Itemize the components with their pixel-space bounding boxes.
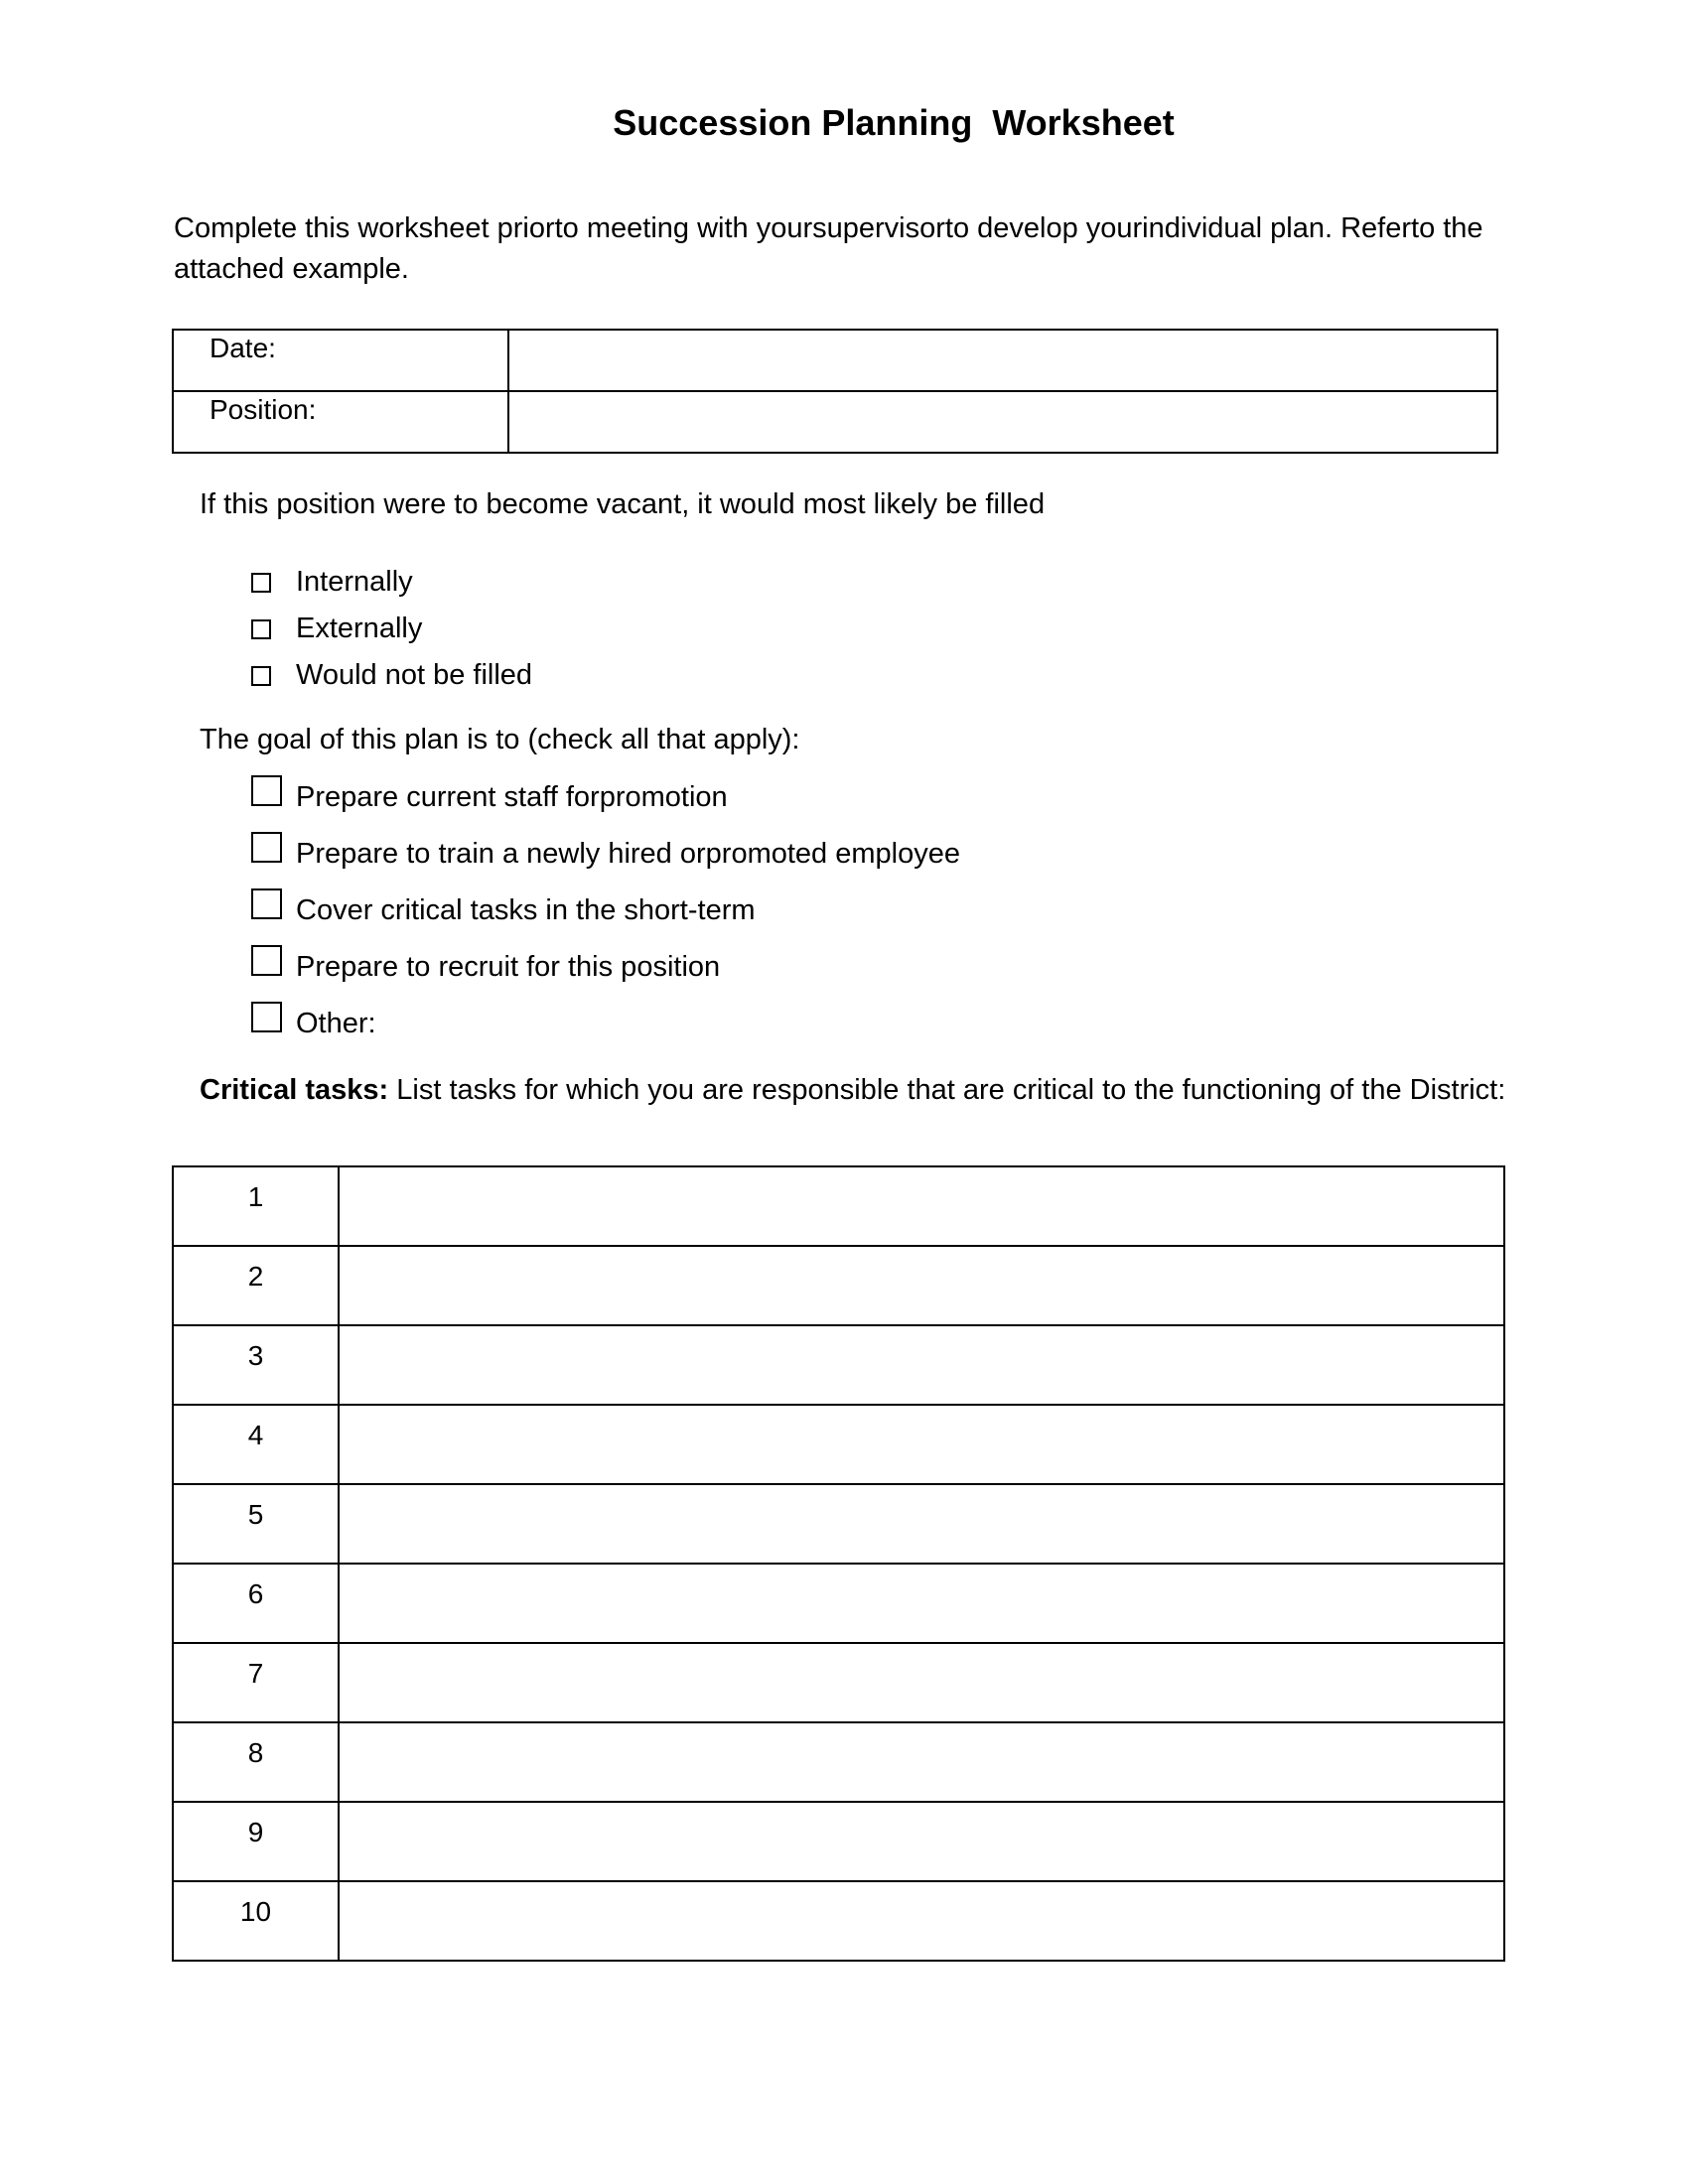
goal-question: The goal of this plan is to (check all that apply):: [200, 724, 800, 755]
checkbox-other[interactable]: [251, 1002, 282, 1032]
row-number: 4: [173, 1405, 339, 1484]
goal-option-train-new: [251, 832, 960, 888]
task-cell[interactable]: [339, 1166, 1504, 1246]
row-number: 1: [173, 1166, 339, 1246]
table-row: [173, 1643, 1504, 1722]
goal-options: [251, 775, 960, 1058]
task-cell[interactable]: [339, 1405, 1504, 1484]
page-title: Succession Planning Worksheet: [613, 102, 1175, 143]
vacancy-question: If this position were to become vacant, it would most likely be filled: [200, 488, 1046, 520]
goal-option-cover-tasks: [251, 888, 960, 945]
critical-tasks-prompt: [200, 1070, 1505, 1110]
task-cell[interactable]: [339, 1246, 1504, 1325]
task-cell[interactable]: [339, 1325, 1504, 1405]
position-field[interactable]: [508, 391, 1497, 453]
vacancy-options: [251, 559, 532, 699]
vacancy-option-not-filled: [251, 652, 532, 699]
checkbox-not-filled[interactable]: [251, 666, 271, 686]
date-label: Date:: [173, 330, 508, 391]
checkbox-externally[interactable]: [251, 619, 271, 639]
row-number: 9: [173, 1802, 339, 1881]
table-row: [173, 1881, 1504, 1961]
goal-option-other: [251, 1002, 960, 1058]
option-label: Internally: [296, 566, 413, 598]
info-row-date: [173, 330, 1497, 391]
intro-paragraph: Complete this worksheet priorto meeting with yoursupervisorto develop yourindividual plan. Referto the attached example.: [174, 212, 1483, 285]
checkbox-cover-tasks[interactable]: [251, 888, 282, 919]
date-field[interactable]: [508, 330, 1497, 391]
task-cell[interactable]: [339, 1564, 1504, 1643]
task-cell[interactable]: [339, 1643, 1504, 1722]
table-row: [173, 1405, 1504, 1484]
table-row: [173, 1802, 1504, 1881]
row-number: 7: [173, 1643, 339, 1722]
task-cell[interactable]: [339, 1802, 1504, 1881]
checkbox-train-new[interactable]: [251, 832, 282, 863]
info-table: [172, 329, 1498, 454]
table-row: [173, 1325, 1504, 1405]
checkbox-internally[interactable]: [251, 573, 271, 593]
table-row: [173, 1722, 1504, 1802]
task-cell[interactable]: [339, 1722, 1504, 1802]
checkbox-recruit[interactable]: [251, 945, 282, 976]
row-number: 5: [173, 1484, 339, 1564]
vacancy-option-externally: [251, 606, 532, 652]
row-number: 8: [173, 1722, 339, 1802]
info-row-position: [173, 391, 1497, 453]
option-label: Other:: [296, 1008, 376, 1039]
table-row: [173, 1166, 1504, 1246]
checkbox-promotion[interactable]: [251, 775, 282, 806]
row-number: 2: [173, 1246, 339, 1325]
table-row: [173, 1246, 1504, 1325]
row-number: 6: [173, 1564, 339, 1643]
option-label: Would not be filled: [296, 659, 533, 691]
option-label: Prepare to recruit for this position: [296, 951, 721, 983]
row-number: 10: [173, 1881, 339, 1961]
goal-option-recruit: [251, 945, 960, 1002]
row-number: 3: [173, 1325, 339, 1405]
table-row: [173, 1484, 1504, 1564]
position-label: Position:: [173, 391, 508, 453]
critical-tasks-text: List tasks for which you are responsible that are critical to the functioning of the District:: [388, 1074, 1506, 1106]
critical-tasks-label: Critical tasks:: [200, 1074, 389, 1106]
option-label: Cover critical tasks in the short-term: [296, 894, 756, 926]
option-label: Prepare current staff forpromotion: [296, 781, 728, 813]
option-label: Externally: [296, 613, 423, 644]
goal-option-promotion: [251, 775, 960, 832]
option-label: Prepare to train a newly hired orpromoted employee: [296, 838, 960, 870]
vacancy-option-internally: [251, 559, 532, 606]
table-row: [173, 1564, 1504, 1643]
task-cell[interactable]: [339, 1484, 1504, 1564]
critical-tasks-table: [172, 1165, 1505, 1962]
task-cell[interactable]: [339, 1881, 1504, 1961]
